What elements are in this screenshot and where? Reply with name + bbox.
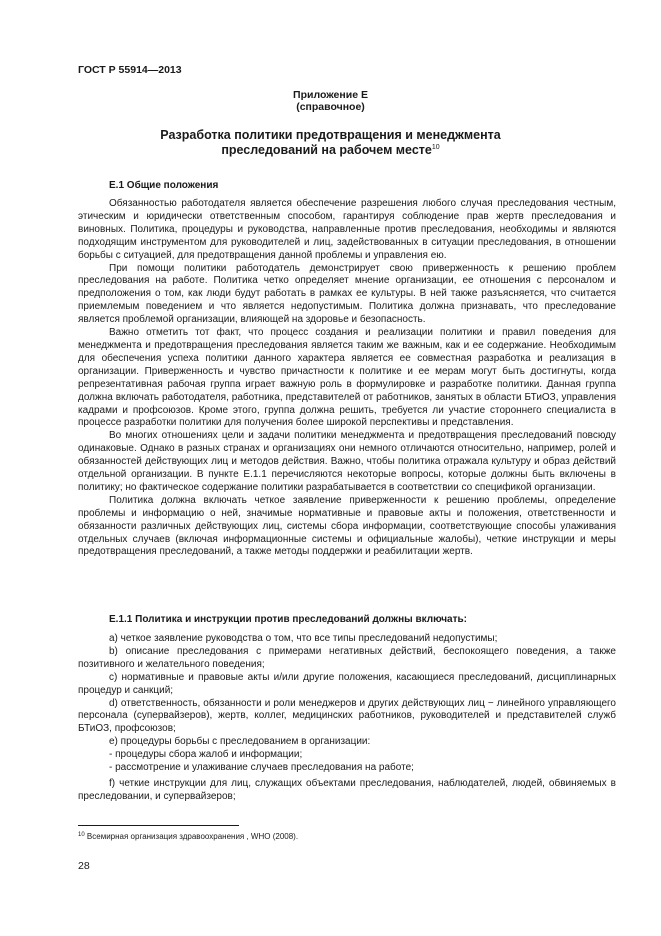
section-e1-body (78, 198, 616, 559)
paragraph: Во многих отношениях цели и задачи политики менеджмента и предотвращения преследований повсюду одинаковые. Однако в разных странах и организациях они немного отличаются относительно, например, ролей и обязанностей действующих лиц и методов действия. Важно, чтобы политика отражала культуру и образ действий отдельной организации. В пункте Е.1.1 перечисляются некоторые вопросы, которые должны быть включены в политику; но фактическое содержание политики разрабатывается в соответствии со спецификой организации. (78, 430, 616, 493)
list-item: е) процедуры борьбы с преследованием в организации: (109, 736, 371, 748)
section-e1-heading: Е.1 Общие положения (109, 180, 219, 191)
list-item: b) описание преследования с примерами негативных действий, беспокоящего поведения, а также позитивного и желательного поведения; (78, 645, 616, 670)
section-e11-list (78, 633, 616, 804)
annex-label: Приложение Е (293, 89, 368, 101)
paragraph: При помощи политики работодатель демонстрирует свою приверженность к решению проблем преследования на работе. Политика четко определяет мнение организации, ее отношения с персоналом и предположения о том, как люди будут работать в рамках ее культуры. В ней также разъясняется, что считается приемлемым поведением и что является недопустимым. Политика должна признавать, что преследование является проблемой организации, влияющей на здоровье и безопасность. (78, 262, 616, 326)
list-item: d) ответственность, обязанности и роли менеджеров и других действующих лиц − линейного управляющего персонала (супервайзеров), жертв, коллег, медицинских работников, руководителей и представителей служб БТиОЗ, профсоюзов; (78, 697, 616, 735)
annex-title-line1: Разработка политики предотвращения и менеджмента (160, 128, 501, 142)
section-e11-heading: Е.1.1 Политика и инструкции против преследований должны включать: (109, 614, 467, 625)
list-item: с) нормативные и правовые акты и/или другие положения, касающиеся преследований, дисциплинарных процедур и санкций; (78, 671, 616, 696)
list-item: - рассмотрение и улаживание случаев преследования на работе; (109, 762, 414, 774)
annex-title-text: преследований на рабочем месте (221, 143, 432, 157)
annex-title-line2 (0, 143, 661, 157)
list-item: - процедуры сбора жалоб и информации; (109, 749, 303, 761)
footnote (78, 832, 298, 841)
page-number: 28 (78, 860, 90, 872)
footnote-number: 10 (78, 832, 85, 838)
footnote-ref-marker: 10 (431, 144, 440, 151)
standard-number: ГОСТ Р 55914—2013 (78, 64, 182, 76)
list-item: а) четкое заявление руководства о том, что все типы преследований недопустимы; (109, 633, 498, 644)
footnote-text: Всемирная организация здравоохранения , WHO (2008). (86, 832, 299, 841)
footnote-separator (78, 825, 239, 826)
list-item: f) четкие инструкции для лиц, служащих объектами преследования, наблюдателей, людей, обвиняемых в преследовании, и супервайзеров; (78, 777, 616, 802)
annex-type: (справочное) (296, 101, 365, 113)
paragraph: Политика должна включать четкое заявление приверженности к решению проблемы, определение проблемы и информацию о ней, значимые нормативные и правовые акты и положения, ответственности и обязанности различных действующих лиц, системы сбора информации, соответствующие способы улаживания отдельных случаев (включая информационные системы и официальные жалобы), четкие инструкции и меры предотвращения преследований, а также методы поддержки и реабилитации жертв. (78, 494, 616, 558)
paragraph: Важно отметить тот факт, что процесс создания и реализации политики и правил поведения для менеджмента и предотвращения преследования является таким же важным, как и ее содержание. Необходимым для обеспечения успеха политики данного характера является ее совместная разработка и реализация в организации. Приверженность и чувство причастности к политике и ее мерам могут быть достигнуты, когда репрезентативная рабочая группа играет важную роль в формулировке и разработке политики. Данная группа должна включать работодателя, работника, представителей от работников, занятых в области БТиОЗ, управления кадрами и профсоюзов. Кроме этого, группа должна решить, требуется ли участие стороннего специалиста в процессе разработки политики для получения более широкой перспективы и представления. (78, 327, 616, 429)
paragraph: Обязанностью работодателя является обеспечение разрешения любого случая преследования честным, этическим и юридически ответственным способом, гарантируя соблюдение прав жертв преследования и виновных. Политика, процедуры и руководства, направленные против преследования, необходимы и являются подходящим инструментом для руководителей и лиц, задействованных в ситуации преследования, в отношении борьбы с ситуацией, для предотвращения данной проблемы и управления ею. (78, 198, 616, 261)
